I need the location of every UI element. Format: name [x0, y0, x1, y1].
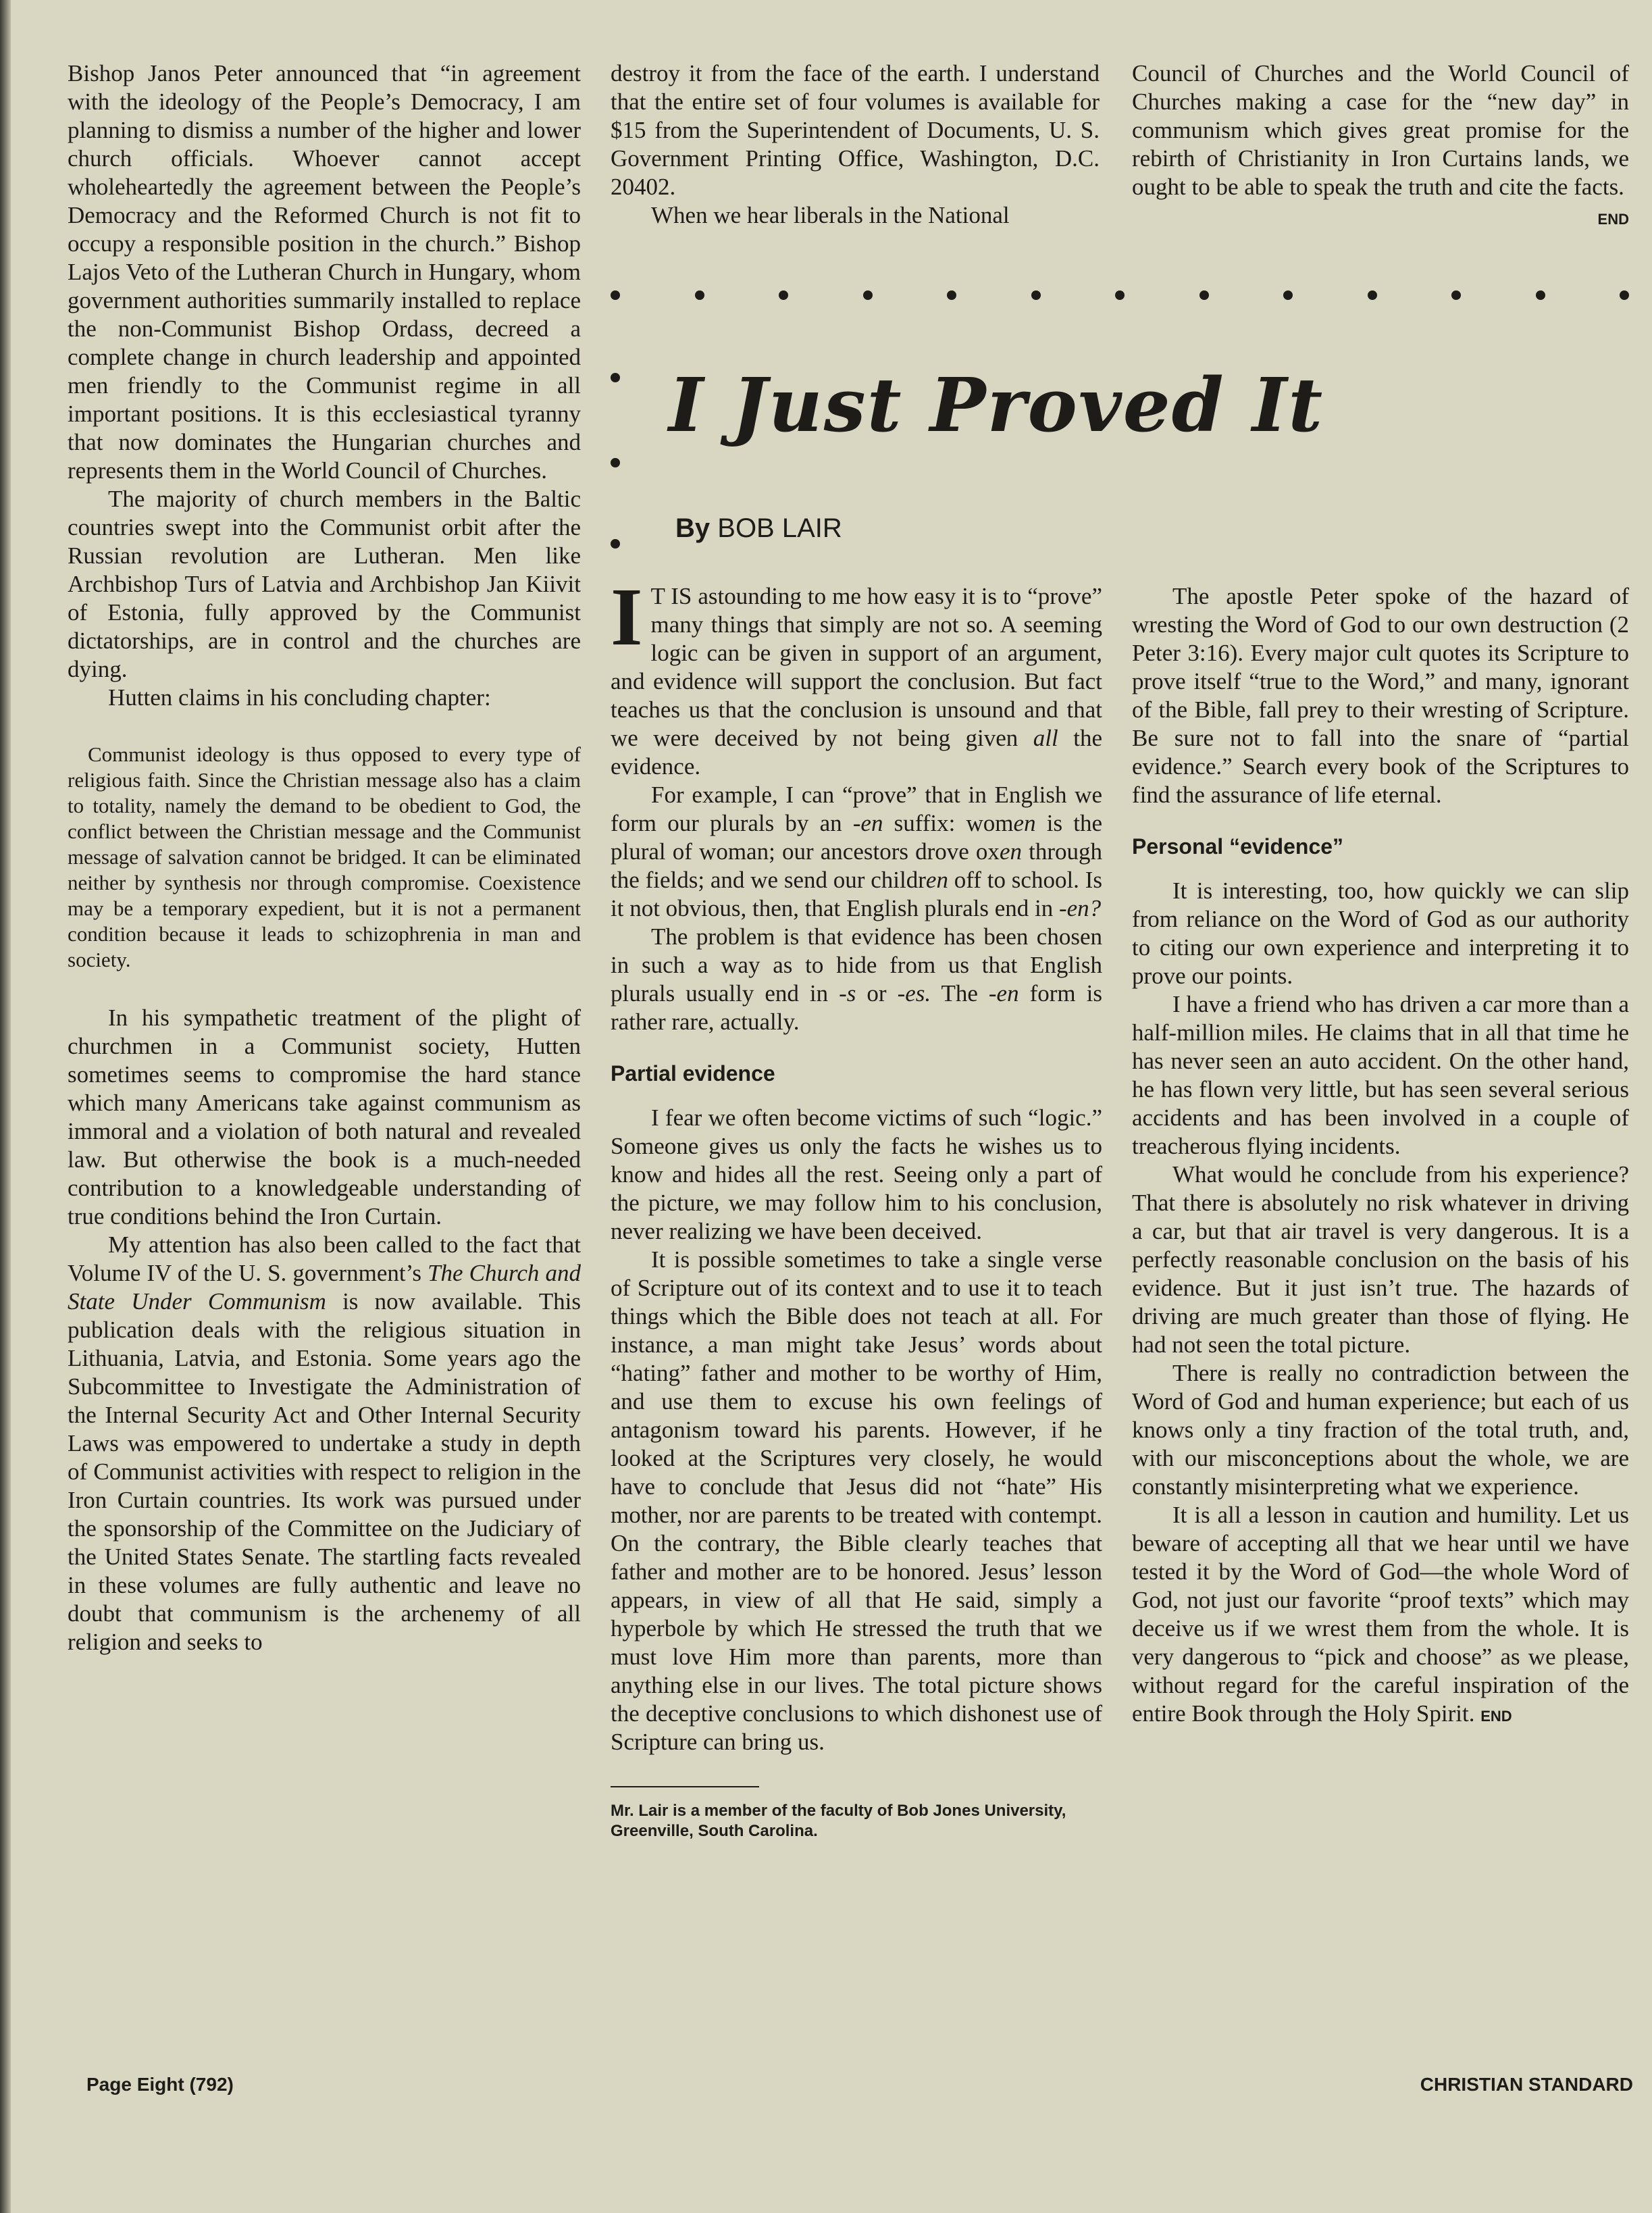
emphasis: -en	[852, 810, 883, 836]
text-run: off to school. Is it not obvious, then, that English plurals end in	[611, 867, 1102, 921]
article-paragraph	[611, 923, 1102, 1036]
separator-dot	[1451, 290, 1461, 300]
separator-dot	[1283, 290, 1293, 300]
article-paragraph: I fear we often become victims of such “logic.” Someone gives us only the facts he wishes us to know and hides all the rest. Seeing only a part of the picture, we may follow him to his conclusion, never realizing we have been deceived.	[611, 1104, 1102, 1244]
footnote-rule	[611, 1786, 759, 1787]
article-paragraph	[611, 781, 1102, 923]
separator-dot	[947, 290, 956, 300]
col1-paragraph: Bishop Janos Peter announced that “in agreement with the ideology of the People’s Democracy, I am planning to dismiss a number of the higher and lower church officials. Whoever cannot accept wholeheartedly the agreement between the People’s Democracy and the Reformed Church is not fit to occupy a responsible position in the church.” Bishop Lajos Veto of the Lutheran Church in Hungary, whom government authorities summarily installed to replace the non-Communist Bishop Ordass, decreed a complete change in church leadership and appointed men friendly to the Communist regime in all important positions. It is this ecclesiastical tyranny that now dominates the Hungarian churches and represents them in the World Council of Churches.	[68, 60, 581, 484]
separator-dot	[1031, 290, 1041, 300]
book-title: The Church and State Under Communism	[68, 1260, 582, 1315]
separator-dot	[1536, 290, 1545, 300]
end-mark: END	[1480, 1708, 1512, 1725]
article-paragraph: What would he conclude from his experience? That there is absolutely no risk whatever in driving a car, but that air travel is very dangerous. It is a perfectly reasonable conclusion on the basis of his evidence. But it just isn’t true. The hazards of driving are much greater than those of flying. He had not seen the total picture.	[1132, 1161, 1629, 1358]
article-paragraph: There is really no contradiction between the Word of God and human experience; but each of us knows only a tiny fraction of the total truth, and, with our misconceptions about the whole, we are constantly misinterpreting what we experience.	[1132, 1360, 1629, 1500]
separator-dot	[863, 290, 873, 300]
separator-dot	[611, 290, 620, 300]
emphasis: en	[925, 867, 948, 893]
col3-paragraph	[1132, 59, 1629, 228]
article-title: I Just Proved It	[669, 361, 1324, 449]
emphasis: en	[999, 838, 1022, 865]
end-mark: END	[1597, 211, 1629, 228]
dot-separator	[611, 290, 1629, 300]
author-footnote: Mr. Lair is a member of the faculty of Bob Jones University, Greenville, South Carolina.	[611, 1802, 1066, 1840]
emphasis: -en?	[1058, 895, 1102, 921]
emphasis: -en	[988, 980, 1019, 1007]
text-run: The	[931, 980, 989, 1007]
column-3-top	[1132, 59, 1629, 234]
col1-paragraph: In his sympathetic treatment of the plight of churchmen in a Communist society, Hutten sometimes seems to compromise the hard stance which many Americans take against communism as immoral and a violation of both natural and revealed law. But otherwise the book is a much-needed contribution to a knowledgeable understanding of true conditions behind the Iron Curtain.	[68, 1004, 581, 1229]
byline	[675, 513, 842, 544]
text-run: For example, I can “prove” that in English we form our plurals by an	[611, 782, 1102, 836]
page-edge	[0, 0, 11, 2213]
separator-dot	[695, 290, 704, 300]
section-heading: Partial evidence	[611, 1061, 775, 1086]
byline-prefix: By	[675, 513, 711, 543]
col1-paragraph	[68, 1231, 581, 1656]
separator-dot	[611, 458, 620, 467]
text-run: The problem is that evidence has been chosen in such a way as to hide from us that English plurals usually end in	[611, 923, 1102, 1007]
section-heading: Personal “evidence”	[1132, 834, 1344, 859]
author-name: BOB LAIR	[717, 513, 842, 543]
emphasis: en	[1013, 810, 1036, 836]
block-quote-text: Communist ideology is thus opposed to every type of religious faith. Since the Christian message also has a claim to totality, namely the demand to be obedient to God, the conflict between the Christian message and the Communist message of salvation cannot be bridged. It can be eliminated neither by synthesis nor through compromise. Coexistence may be a temporary expedient, but it is not a permanent condition because it leads to schizophrenia in man and society.	[68, 742, 581, 971]
separator-dot	[1620, 290, 1629, 300]
article-paragraph: I have a friend who has driven a car more than a half-million miles. He claims that in all that time he has never seen an auto accident. On the other hand, he has flown very little, but has seen several serious accidents and has been involved in a couple of treacherous flying incidents.	[1132, 991, 1629, 1159]
separator-dot	[779, 290, 788, 300]
col2-paragraph: destroy it from the face of the earth. I understand that the entire set of four volumes is available for $15 from the Superintendent of Documents, U. S. Government Printing Office, Washington, D.C. 20402.	[611, 60, 1100, 200]
col2-paragraph: When we hear liberals in the National	[651, 202, 1010, 228]
separator-dot	[1115, 290, 1125, 300]
text-run: is the plural of woman; our ancestors drove ox	[611, 810, 1102, 865]
separator-dot	[1199, 290, 1209, 300]
text-run: through the fields; and we send our childr	[611, 838, 1102, 893]
article-column-left	[611, 571, 1102, 1841]
separator-dot	[611, 373, 620, 382]
col1-paragraph: The majority of church members in the Baltic countries swept into the Communist orbit after the Russian revolution are Lutheran. Men like Archbishop Turs of Latvia and Archbishop Jan Kiivit of Estonia, fully approved by the Communist dictatorships, are in control and the churches are dying.	[68, 486, 581, 682]
text-run: the evidence.	[611, 725, 1102, 780]
article-paragraph: It is possible sometimes to take a single verse of Scripture out of its context and to use it to teach things which the Bible does not teach at all. For instance, a man might take Jesus’ words about “hating” father and mother to be worthy of Him, and use them to excuse his own feelings of antagonism toward his parents. However, if he looked at the Scriptures very closely, he would have to conclude that Jesus did not “hate” His mother, nor are parents to be treated with contempt. On the contrary, the Bible clearly teaches that father and mother are to be honored. Jesus’ lesson appears, in view of all that He said, simply a hyperbole by which He stressed the truth that we must love Him more than parents, more than anything else in our lives. The total picture shows the deceptive conclusions to which dishonest use of Scripture can bring us.	[611, 1246, 1102, 1755]
publication-name: CHRISTIAN STANDARD	[1420, 2074, 1633, 2095]
article-paragraph	[1132, 1501, 1629, 1731]
text-run: It is all a lesson in caution and humility. Let us beware of accepting all that we hear until we have tested it by the Word of God—the whole Word of God, not just our favorite “proof texts” which may deceive us if we wrest them from the whole. It is very dangerous to “pick and choose” as we please, without regard for the careful inspiration of the entire Book through the Holy Spirit.	[1132, 1502, 1629, 1727]
separator-dot	[611, 539, 620, 549]
article-column-right	[1132, 582, 1629, 1731]
block-quote	[68, 742, 581, 973]
col1-paragraph: Hutten claims in his concluding chapter:	[108, 684, 491, 711]
drop-cap: I	[611, 571, 643, 663]
emphasis: -es.	[897, 980, 931, 1007]
page-number: Page Eight (792)	[86, 2074, 234, 2095]
separator-dot	[1368, 290, 1377, 300]
text-run: suffix: wom	[883, 810, 1014, 836]
text-run: is now available. This publication deals with the religious situation in Lithuania, Latvia, and Estonia. Some years ago the Subcommittee to Investigate the Administration of the Internal Security Act and Other Internal Security Laws was empowered to undertake a study in depth of Communist activities with respect to religion in the Iron Curtain countries. Its work was pursued under the sponsorship of the Committee on the Judiciary of the United States Senate. The startling facts revealed in these volumes are fully authentic and leave no doubt that communism is the archenemy of all religion and seeks to	[68, 1288, 581, 1655]
text-run: T IS astounding to me how easy it is to “prove” many things that simply are not so. A seeming logic can be given in support of an argument, and evidence will support the conclusion. But fact teaches us that the conclusion is unsound and that we were deceived by not being given	[611, 583, 1102, 751]
column-2-top	[611, 59, 1100, 230]
article-paragraph	[611, 571, 1102, 781]
article-paragraph: It is interesting, too, how quickly we can slip from reliance on the Word of God as our authority to citing our own experience and interpreting it to prove our points.	[1132, 877, 1629, 989]
emphasis: all	[1033, 725, 1058, 751]
text-run: My attention has also been called to the fact that Volume IV of the U. S. government’s	[68, 1231, 581, 1286]
article-paragraph: The apostle Peter spoke of the hazard of wresting the Word of God to our own destruction (2 Peter 3:16). Every major cult quotes its Scripture to prove itself “true to the Word,” and many, ignorant of the Bible, fall prey to their wresting of Scripture. Be sure not to fall into the snare of “partial evidence.” Search every book of the Scriptures to find the assurance of life eternal.	[1132, 583, 1629, 808]
text-run: Council of Churches and the World Council of Churches making a case for the “new day” in communism which gives great promise for the rebirth of Christianity in Iron Curtains lands, we ought to be able to speak the truth and cite the facts.	[1132, 60, 1629, 200]
text-run: form is rather rare, actually.	[611, 980, 1102, 1035]
text-run: or	[856, 980, 898, 1007]
emphasis: -s	[839, 980, 856, 1007]
column-1	[68, 59, 581, 1656]
